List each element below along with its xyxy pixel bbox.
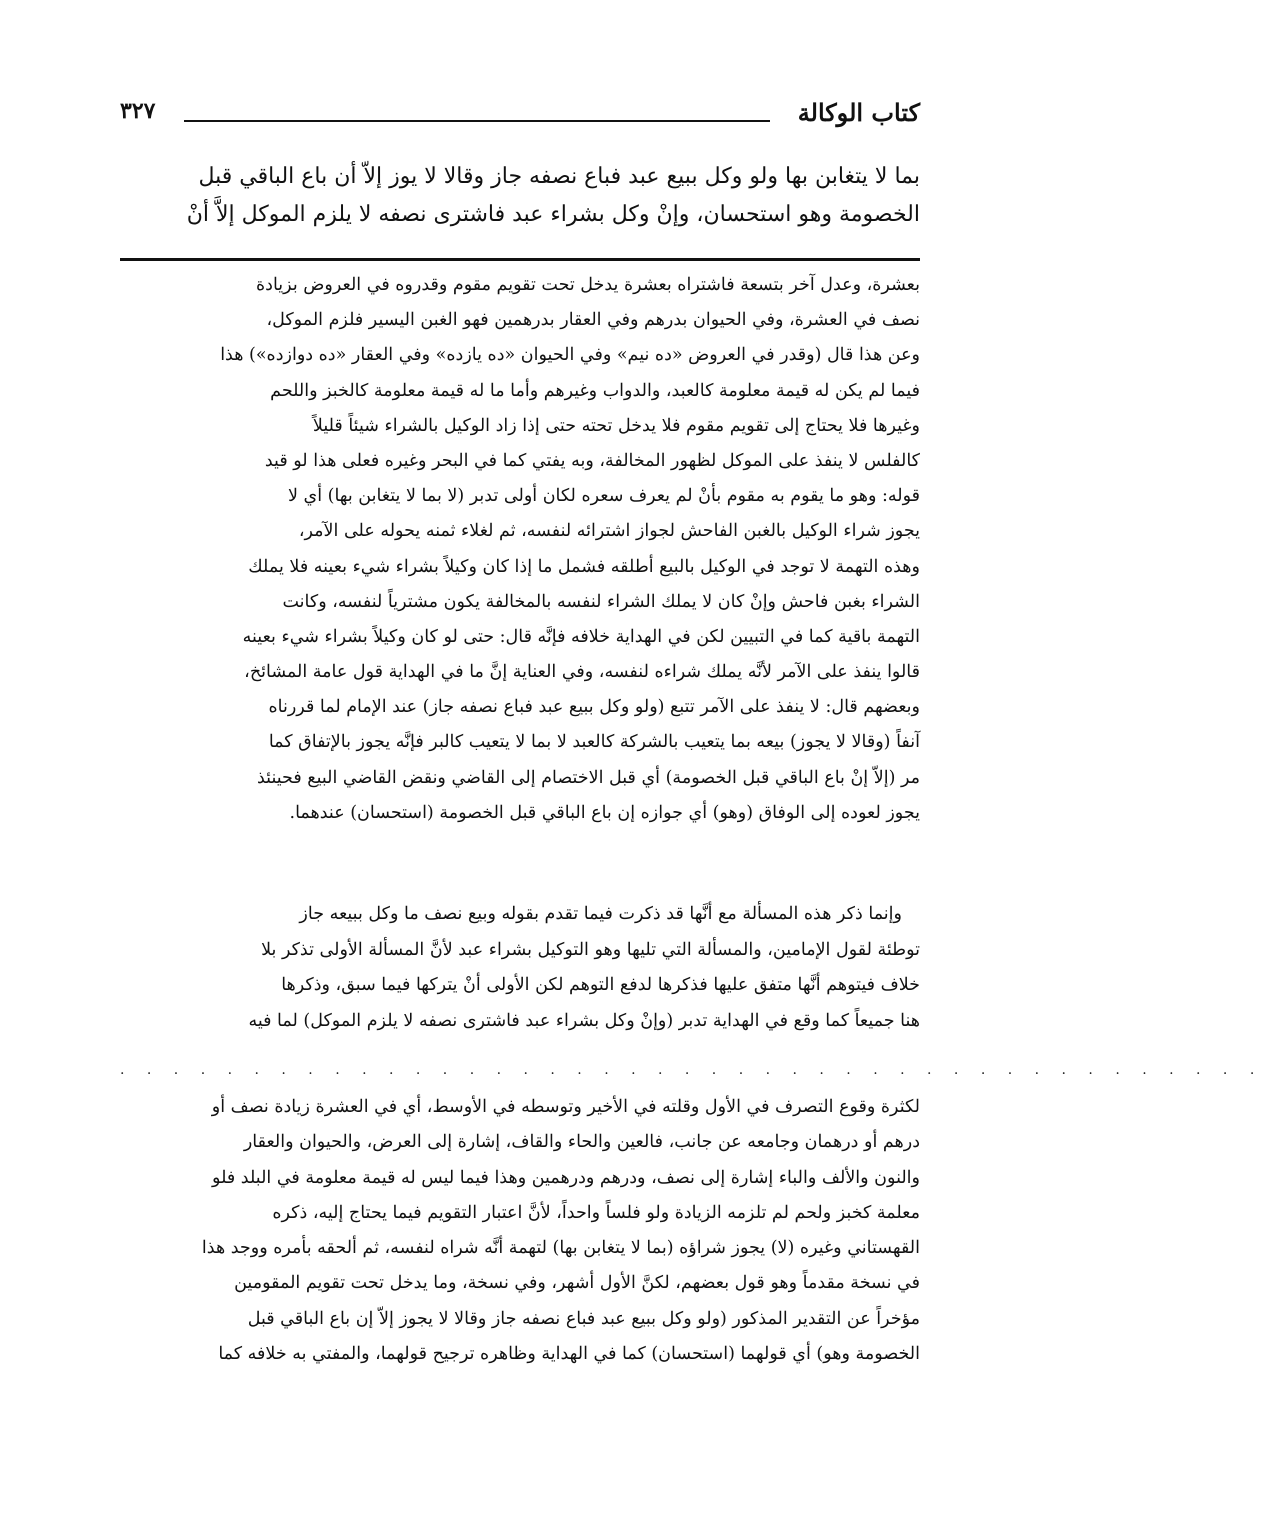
- commentary-line: بعشرة، وعدل آخر بتسعة فاشتراه بعشرة يدخل تحت تقويم مقوم وقدروه في العروض بزيادة: [256, 275, 920, 295]
- commentary-line: مر (إلاّ إنْ باع الباقي قبل الخصومة) أي قبل الاختصام إلى القاضي ونقض القاضي البيع فحينئذ: [257, 767, 920, 788]
- gloss-line: معلمة كخبز ولحم لم تلزمه الزيادة ولو فلساً واحداً، لأنَّ اعتبار التقويم فيما يحتاج إليه، ذكره: [272, 1202, 920, 1223]
- commentary-line: كالفلس لا ينفذ على الموكل لظهور المخالفة، وبه يفتي كما في البحر وغيره فعلى هذا لو قيد: [264, 450, 920, 471]
- commentary: [120, 268, 920, 831]
- running-header: [120, 96, 920, 136]
- commentary-line: قوله: وهو ما يقوم به مقوم بأنْ لم يعرف سعره لكان أولى تدبر (لا بما لا يتغابن بها) أي لا: [287, 486, 920, 507]
- commentary-line: الشراء بغبن فاحش وإنْ كان لا يملك الشراء لنفسه بالمخالفة يكون مشترياً لنفسه، وكانت: [282, 591, 920, 612]
- page-number: ٣٢٧: [120, 98, 156, 124]
- gloss-line: الخصومة وهو) أي قولهما (استحسان) كما في الهداية وظاهره ترجيح قولهما، والمفتي به خلافه كما: [218, 1344, 920, 1365]
- chapter-title: كتاب الوكالة: [797, 98, 920, 127]
- gloss-line: درهم أو درهمان وجامعه عن جانب، فالعين والحاء والقاف، إشارة إلى العرض، والحيوان والعقار: [243, 1132, 920, 1153]
- commentary-line: التهمة باقية كما في التبيين لكن في الهداية خلافه فإنَّه قال: حتى لو كان وكيلاً بشراء شيء بعينه: [242, 626, 920, 647]
- gloss-line: في نسخة مقدماً وهو قول بعضهم، لكنَّ الأول أشهر، وفي نسخة، وما يدخل تحت تقويم المقومين: [234, 1273, 920, 1294]
- commentary-line: قالوا ينفذ على الآمر لأنَّه يملك شراءه لنفسه، وفي العناية إنَّ ما في الهداية قول عامة المشائخ،: [244, 662, 920, 683]
- header-rule: [184, 120, 770, 122]
- commentary-line: وهذه التهمة لا توجد في الوكيل بالبيع أطلقه فشمل ما إذا كان وكيلاً بشراء شيء بعينه فلا يملك: [248, 556, 920, 577]
- commentary-line: وبعضهم قال: لا ينفذ على الآمر تتبع (ولو وكل ببيع عبد فباع نصفه جاز) عند الإمام لما قررناه: [268, 697, 920, 718]
- paragraph-line: هنا جميعاً كما وقع في الهداية تدبر (وإنْ وكل بشراء عبد فاشترى نصفه لا يلزم الموكل) لما فيه: [248, 1010, 920, 1031]
- gloss-line: القهستاني وغيره (لا) يجوز شراؤه (بما لا يتغابن بها) لتهمة أنَّه شراه لنفسه، ثم ألحقه بأمره ووجد هذا: [201, 1238, 920, 1259]
- commentary-line: يجوز شراء الوكيل بالغبن الفاحش لجواز اشترائه لنفسه، ثم لغلاء ثمنه يحوله على الآمر،: [298, 521, 920, 542]
- gloss-line: مؤخراً عن التقدير المذكور (ولو وكل ببيع عبد فباع نصفه جاز وقالا لا يجوز إلاّ إن باع الباقي قبل: [247, 1308, 920, 1329]
- section-divider: [120, 258, 920, 261]
- main-text-line: الخصومة وهو استحسان، وإنْ وكل بشراء عبد فاشترى نصفه لا يلزم الموكل إلاَّ أنْ: [186, 202, 920, 227]
- gloss-line: والنون والألف والباء إشارة إلى نصف، ودرهم ودرهمين وهذا فيما ليس له قيمة معلومة في البلد فلو: [212, 1167, 920, 1188]
- paragraph-line: وإنما ذكر هذه المسألة مع أنَّها قد ذكرت فيما تقدم بقوله وبيع نصف ما وكل ببيعه جاز: [299, 904, 902, 924]
- commentary-line: يجوز لعوده إلى الوفاق (وهو) أي جوازه إن باع الباقي قبل الخصومة (استحسان) عندهما.: [289, 802, 920, 823]
- commentary-line: وعن هذا قال (وقدر في العروض «ده نيم» وفي الحيوان «ده يازده» وفي العقار «ده دوازده») هذا: [220, 345, 920, 366]
- paragraph-line: خلاف فيتوهم أنَّها متفق عليها فذكرها لدفع التوهم لكن الأولى أنْ يتركها فيما سبق، وذكرها: [281, 975, 920, 995]
- main-text-line: بما لا يتغابن بها ولو وكل ببيع عبد فباع نصفه جاز وقالا لا يوز إلاّ أن باع الباقي قبل: [198, 164, 920, 189]
- commentary-line: نصف في العشرة، وفي الحيوان بدرهم وفي العقار بدرهمين فهو الغبن اليسير فلزم الموكل،: [266, 310, 920, 331]
- commentary-line: فيما لم يكن له قيمة معلومة كالعبد، والدواب وغيرهم وأما ما له قيمة معلومة كالخبز واللحم: [270, 380, 920, 401]
- lower-commentary: [120, 897, 920, 1039]
- main-text: [120, 158, 920, 234]
- commentary-line: وغيرها فلا يحتاج إلى تقويم مقوم فلا يدخل تحته حتى إذا زاد الوكيل بالشراء شيئاً قليلاً: [312, 415, 920, 436]
- gloss-line: لكثرة وقوع التصرف في الأول وقلته في الأخير وتوسطه في الأوسط، أي في العشرة زيادة نصف أو: [211, 1097, 920, 1117]
- gloss-footnote: [120, 1090, 920, 1372]
- dotted-separator: . . . . . . . . . . . . . . . . . . . . . . . . . . . . . . . . . . . . . . . . . . .: [120, 1062, 1263, 1078]
- commentary-line: آنفاً (وقالا لا يجوز) بيعه بما يتعيب بالشركة كالعبد لا بما لا يتعيب كالبر فإنَّه يجوز بالإتفاق كما: [268, 732, 920, 753]
- paragraph-line: توطئة لقول الإمامين، والمسألة التي تليها وهو التوكيل بشراء عبد لأنَّ المسألة الأولى تذكر بلا: [261, 939, 920, 960]
